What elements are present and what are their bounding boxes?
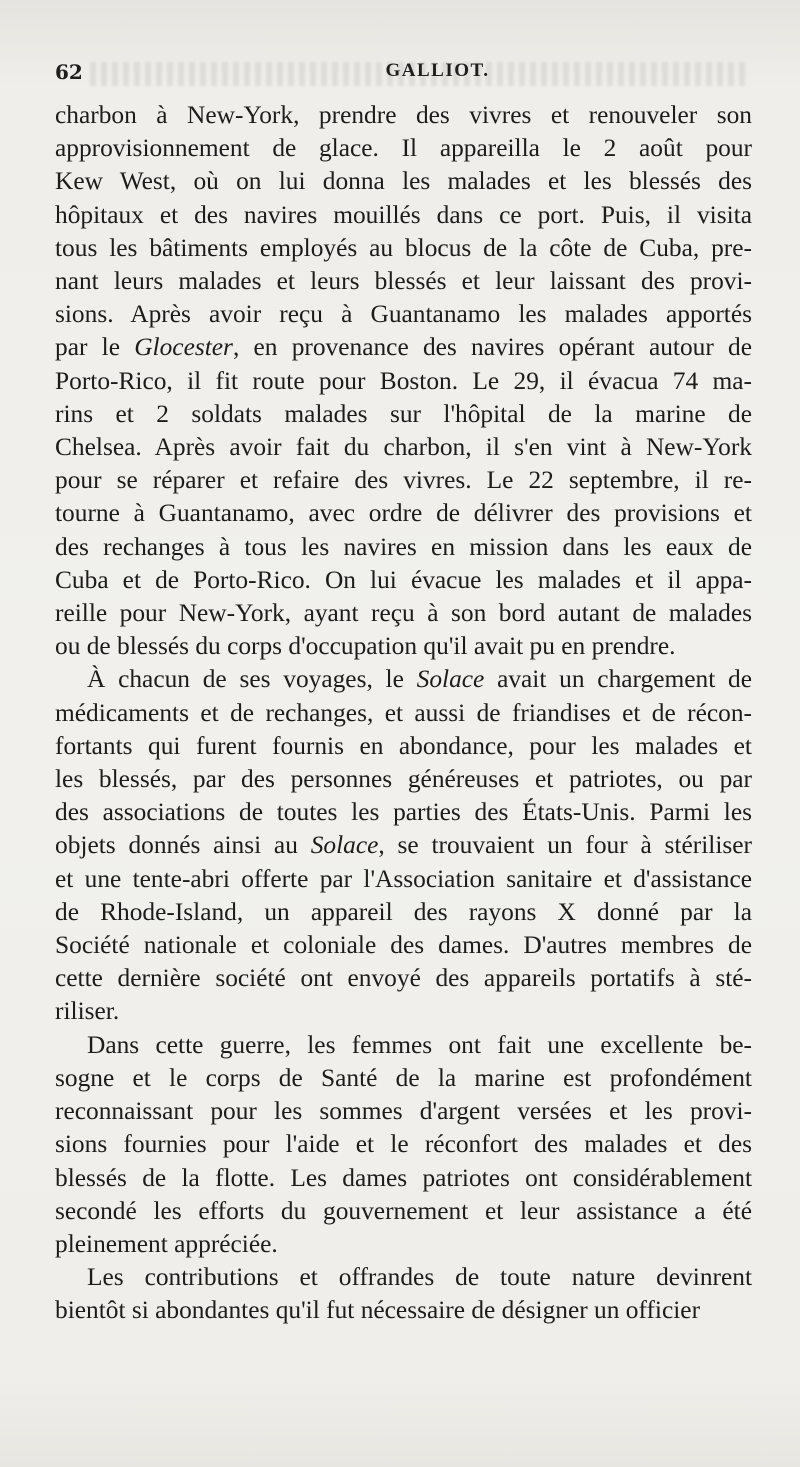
text-line: reille pour New-York, ayant reçu à son bord autant de malades xyxy=(55,599,752,628)
text-line: et une tente-abri offerte par l'Association sanitaire et d'assistance xyxy=(55,864,752,893)
text-line: sogne et le corps de Santé de la marine est profondément xyxy=(55,1063,752,1092)
text-line: sions fournies pour l'aide et le réconfort des malades et des xyxy=(55,1130,752,1159)
text-line: Société nationale et coloniale des dames. D'autres membres de xyxy=(55,931,752,960)
page-number: 62 xyxy=(55,60,83,84)
text-line: les blessés, par des personnes généreuses et patriotes, ou par xyxy=(55,765,752,794)
running-title: GALLIOT. xyxy=(385,60,490,81)
text-line: Kew West, où on lui donna les malades et les blessés des xyxy=(55,167,752,196)
text-line: approvisionnement de glace. Il appareilla le 2 août pour xyxy=(55,134,752,163)
paragraph xyxy=(55,99,752,663)
text-line: fortants qui furent fournis en abondance, pour les malades et xyxy=(55,731,752,760)
text-line: cette dernière société ont envoyé des appareils portatifs à sté- xyxy=(55,964,752,993)
text-line: reconnaissant pour les sommes d'argent versées et les provi- xyxy=(55,1097,752,1126)
italic-ship-name: Glocester xyxy=(134,333,233,362)
text-line: Porto-Rico, il fit route pour Boston. Le 29, il évacua 74 ma- xyxy=(55,366,752,395)
text-line: sions. Après avoir reçu à Guantanamo les malades apportés xyxy=(55,300,752,329)
italic-ship-name: Solace xyxy=(416,665,485,694)
body-text xyxy=(55,99,752,1328)
text-line: ou de blessés du corps d'occupation qu'il avait pu en prendre. xyxy=(55,632,676,661)
text-line: tous les bâtiments employés au blocus de la côte de Cuba, pre- xyxy=(55,233,752,262)
text-line: Les contributions et offrandes de toute nature devinrent xyxy=(87,1263,752,1292)
text-line: secondé les efforts du gouvernement et leur assistance a été xyxy=(55,1196,752,1225)
text-line: Dans cette guerre, les femmes ont fait une excellente be- xyxy=(87,1030,752,1059)
text-line: pleinement appréciée. xyxy=(55,1229,278,1258)
text-line: objets donnés ainsi au Solace, se trouvaient un four à stériliser xyxy=(55,831,752,860)
text-line: riliser. xyxy=(55,997,120,1026)
text-line: charbon à New-York, prendre des vivres et renouveler son xyxy=(55,101,752,129)
text-line: hôpitaux et des navires mouillés dans ce port. Puis, il visita xyxy=(55,200,752,229)
text-line: nant leurs malades et leurs blessés et leur laissant des provi- xyxy=(55,267,752,296)
text-line: Cuba et de Porto-Rico. On lui évacue les malades et il appa- xyxy=(55,565,752,594)
page-header xyxy=(55,60,760,90)
text-line: À chacun de ses voyages, le Solace avait un chargement de xyxy=(87,665,752,694)
paragraph xyxy=(55,1029,752,1261)
italic-ship-name: Solace xyxy=(310,831,379,860)
text-line: pour se réparer et refaire des vivres. Le 22 septembre, il re- xyxy=(55,466,752,495)
paragraph xyxy=(55,1261,752,1327)
text-line: rins et 2 soldats malades sur l'hôpital de la marine de xyxy=(55,399,752,428)
text-line: des associations de toutes les parties des États-Unis. Parmi les xyxy=(55,798,752,827)
text-line: blessés de la flotte. Les dames patriotes ont considérablement xyxy=(55,1163,752,1192)
text-line: par le Glocester, en provenance des navires opérant autour de xyxy=(55,333,752,362)
paragraph xyxy=(55,663,752,1028)
text-line: des rechanges à tous les navires en mission dans les eaux de xyxy=(55,532,752,561)
text-line: de Rhode-Island, un appareil des rayons X donné par la xyxy=(55,897,752,926)
text-line: Chelsea. Après avoir fait du charbon, il s'en vint à New-York xyxy=(55,433,752,462)
text-line: médicaments et de rechanges, et aussi de friandises et de récon- xyxy=(55,698,752,727)
text-line: bientôt si abondantes qu'il fut nécessaire de désigner un officier xyxy=(55,1296,701,1325)
text-line: tourne à Guantanamo, avec ordre de délivrer des provisions et xyxy=(55,499,752,528)
